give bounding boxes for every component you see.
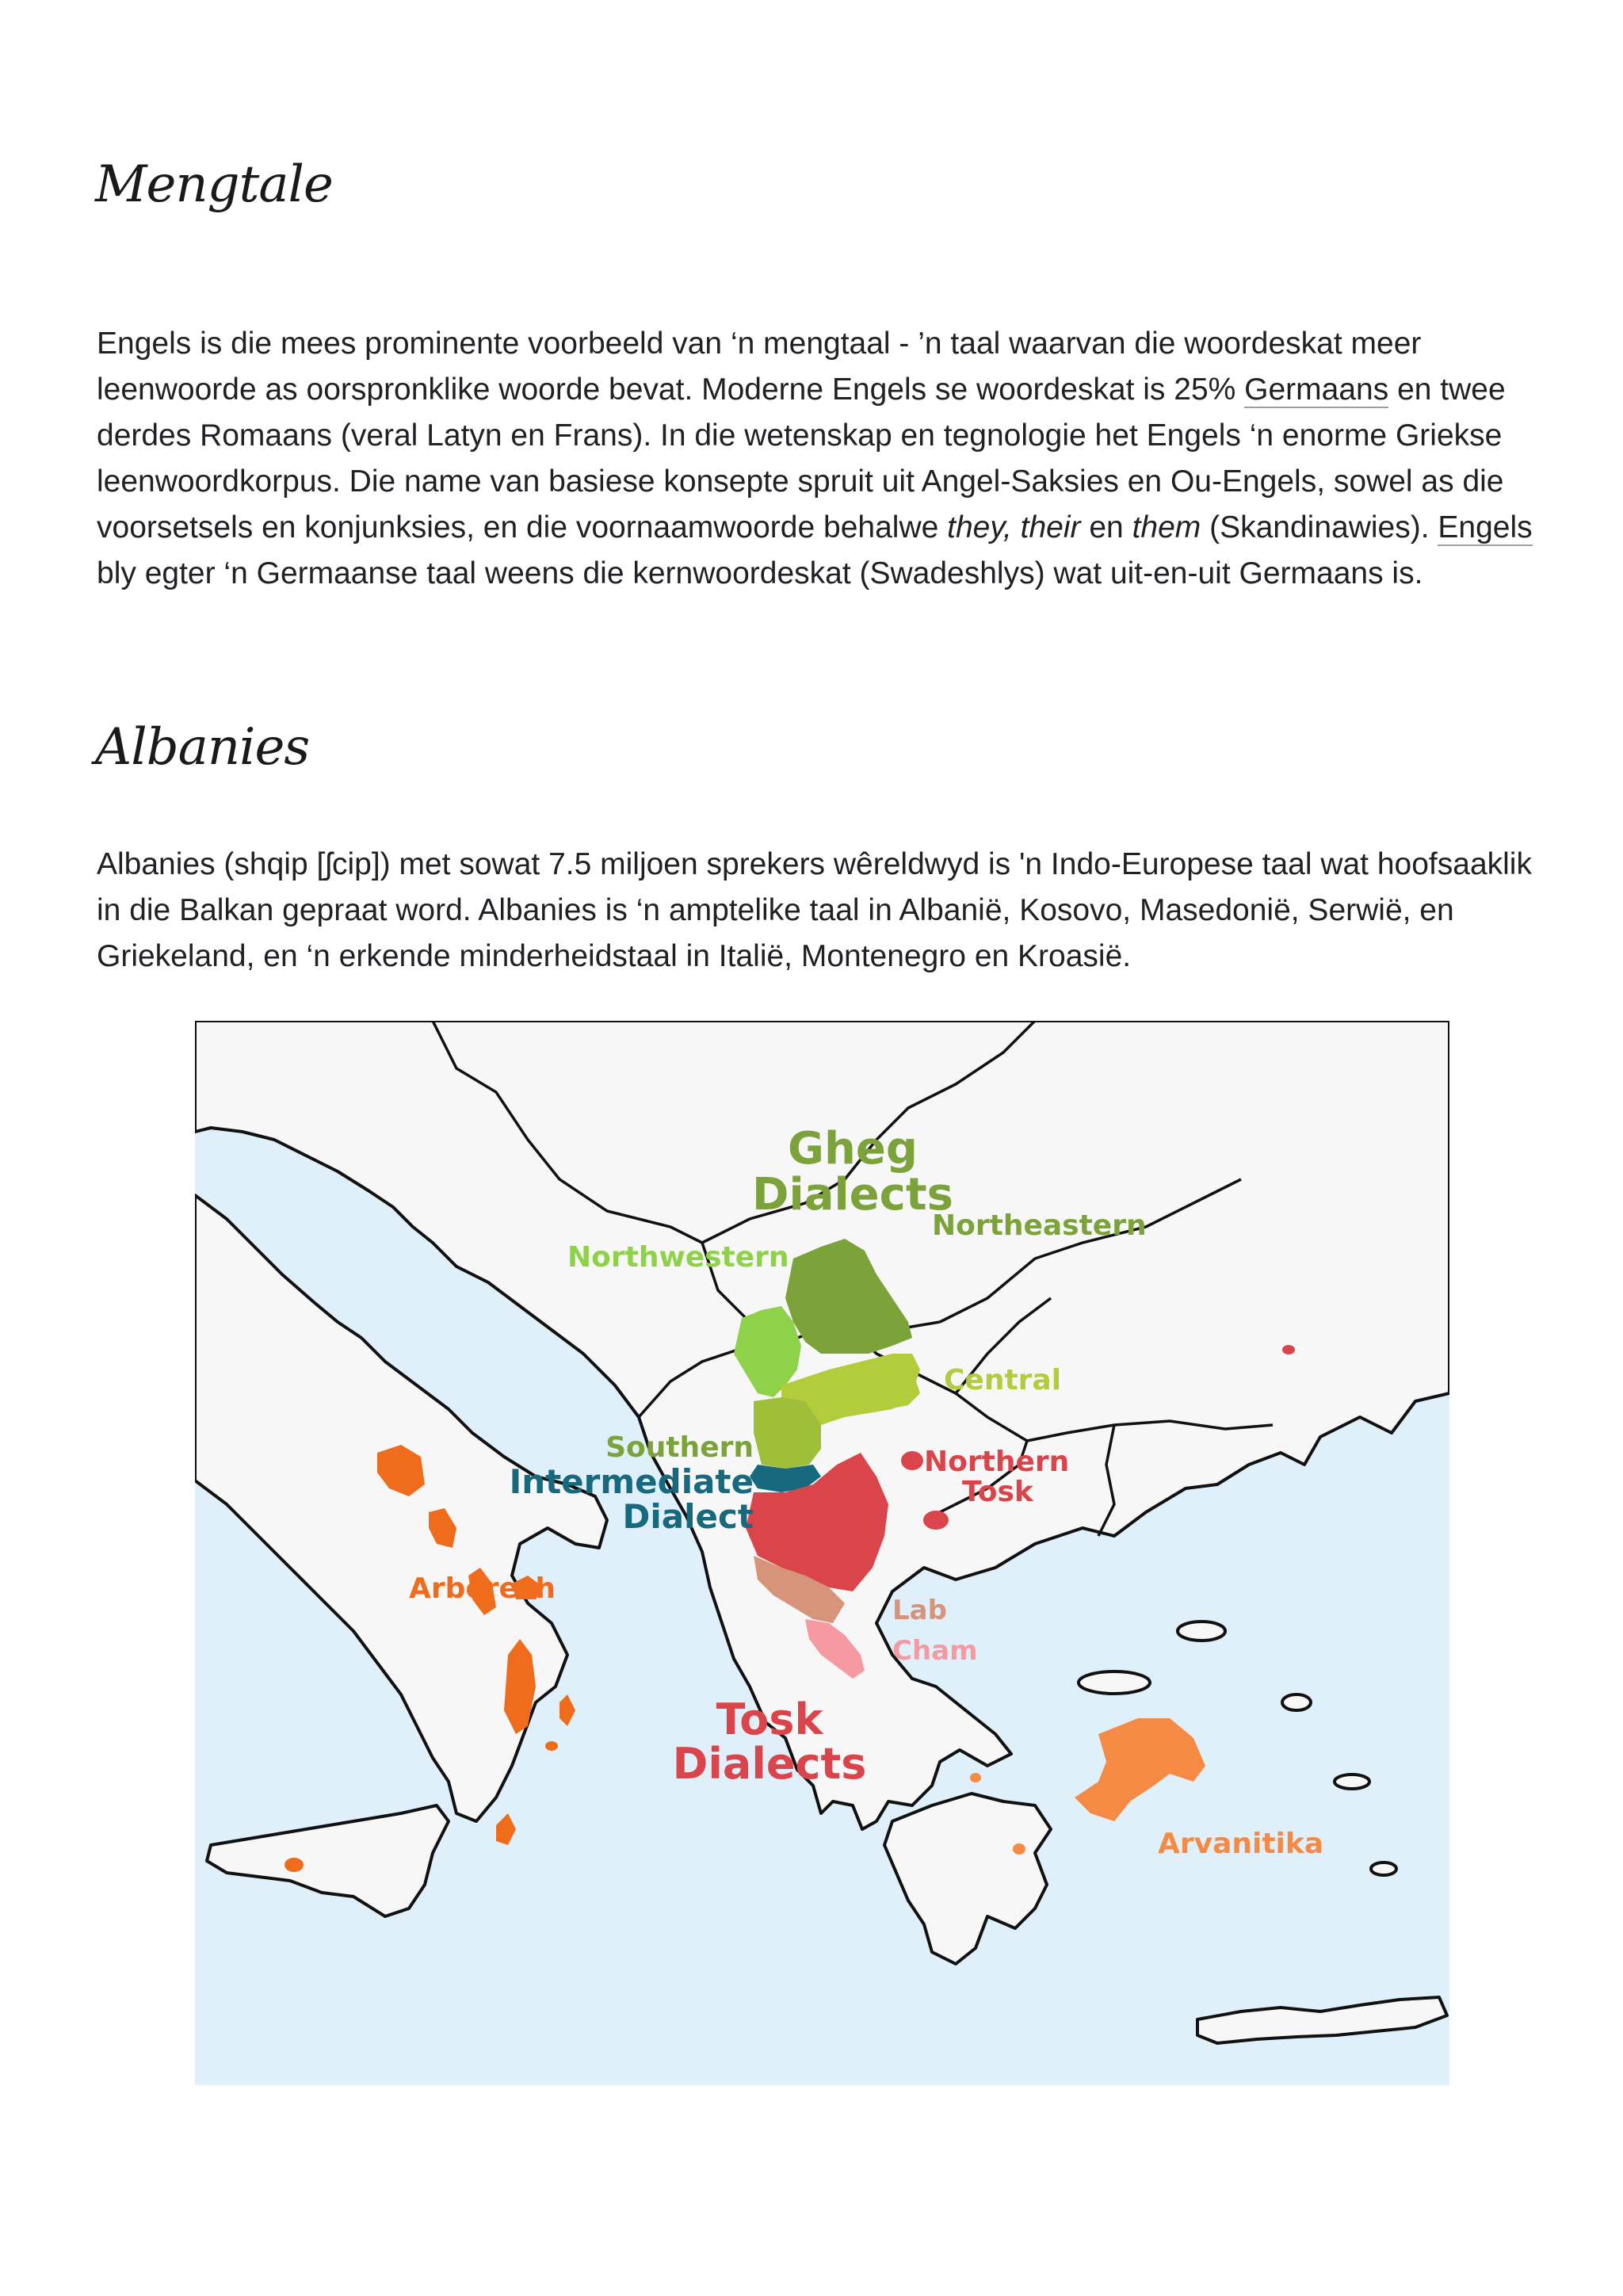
label-gheg-dialects-line2: Dialects [752,1169,953,1221]
emphasis-them: them [1132,510,1201,544]
heading-albanies: Albanies [95,718,310,777]
label-tosk-dialects-line1: Tosk [716,1694,823,1744]
island [1178,1622,1225,1641]
region-northern-tosk-enclave [901,1451,923,1470]
label-northeastern: Northeastern [932,1209,1147,1242]
island [1371,1862,1396,1875]
emphasis-they-their: they, their [947,510,1081,544]
label-lab: Lab [892,1595,947,1626]
text-span: en twee derdes Romaans (veral Latyn en Frans). In die wetenskap en tegnologie het Engels ‘n enorme Griekse leenwoordkorpus. Die name van basiese konsepte spruit uit Angel-Saksies en Ou-Engels, sowel as die voorsetsels en konjunksies, en die voornaamwoorde behalwe [97,372,1506,544]
region-northern-tosk-enclave [923,1511,949,1530]
label-arvanitika: Arvanitika [1158,1828,1324,1860]
dialect-map-svg [195,1021,1449,2085]
label-northwestern: Northwestern [567,1241,789,1274]
label-cham: Cham [892,1635,978,1667]
paragraph-albanies: Albanies (shqip [ʃcip]) met sowat 7.5 miljoen sprekers wêreldwyd is 'n Indo-Europese taal wat hoofsaaklik in die Balkan gepraat word. Albanies is ‘n amptelike taal in Albanië, Kosovo, Masedonië, Serwië, en Griekeland, en ‘n erkende minderheidstaal in Italië, Montenegro en Kroasië. [97,847,1532,973]
label-arberesh: Arbëresh [409,1572,556,1605]
link-engels[interactable]: Engels [1438,510,1533,544]
label-northern-tosk-line1: Northern [924,1446,1070,1478]
paragraph-mengtale [97,321,1547,597]
label-intermediate-line1: Intermediate [509,1462,754,1501]
island [1335,1775,1369,1789]
link-germaans[interactable]: Germaans [1244,372,1389,407]
text-span: (Skandinawies). [1201,510,1438,544]
text-span: Engels is die mees prominente voorbeeld van ‘n mengtaal - ’n taal waarvan die woordeskat meer leenwoorde as oorspronklike woorde bevat. Moderne Engels se woordeskat is 25% [97,327,1422,407]
label-gheg-dialects-line1: Gheg [788,1123,918,1175]
island [1079,1671,1150,1694]
island [1282,1694,1311,1710]
label-tosk-dialects-line2: Dialects [672,1739,867,1789]
heading-mengtale: Mengtale [95,155,333,214]
dialect-map [195,1021,1449,2085]
label-intermediate-line2: Dialect [622,1497,754,1536]
label-southern: Southern [605,1431,754,1464]
label-central: Central [944,1364,1062,1396]
text-span: bly egter ‘n Germaanse taal weens die kernwoordeskat (Swadeshlys) wat uit-en-uit Germaans is. [97,556,1423,590]
label-northern-tosk-line2: Tosk [962,1476,1033,1508]
text-span: en [1080,510,1132,544]
region-enclave [1282,1345,1295,1354]
